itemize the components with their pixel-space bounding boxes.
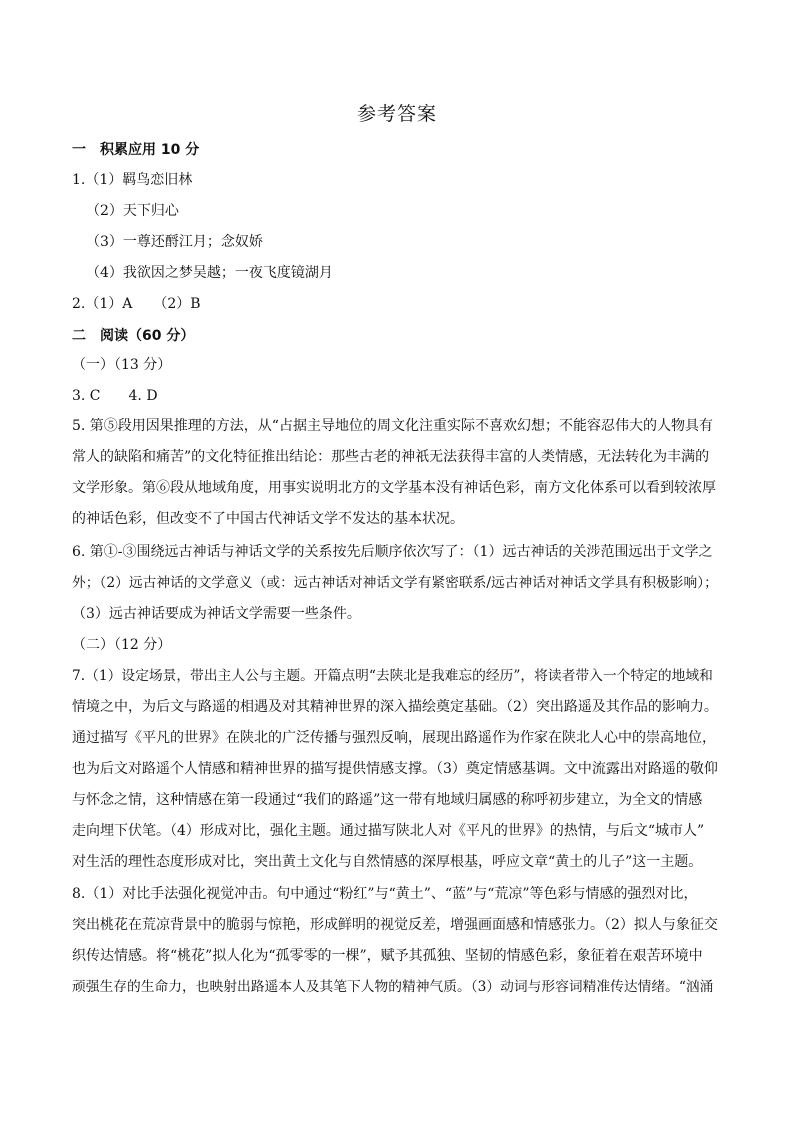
answer-paragraph-q7	[72, 661, 724, 878]
answer-line-q1-3: （3）一尊还酹江月；念奴娇	[86, 234, 263, 250]
paragraph-line: 文学形象。第⑥段从地域角度，用事实说明北方的文学基本没有神话色彩，南方文化体系可以看到较浓厚	[72, 480, 716, 496]
paragraph-line: 与怀念之情，这种情感在第一段通过“我们的路遥”这一带有地域归属感的称呼初步建立，为全文的情感	[72, 792, 703, 808]
answer-line-q1-1: 1.（1）羁鸟恋旧林	[72, 172, 193, 188]
page-title: 参考答案	[356, 103, 437, 125]
answer-paragraph-q8	[72, 879, 724, 1003]
answer-paragraph-q6	[72, 537, 724, 630]
answer-line-q1-2: （2）天下归心	[86, 203, 179, 219]
paragraph-line: 7.（1）设定场景，带出主人公与主题。开篇点明“去陕北是我难忘的经历”，将读者带入一个特定的地域和	[72, 668, 713, 684]
paragraph-line: （3）远古神话要成为神话文学需要一些条件。	[72, 606, 361, 622]
paragraph-line: 突出桃花在荒凉背景中的脆弱与惊艳，形成鲜明的视觉反差，增强画面感和情感张力。（2）拟人与象征交	[72, 917, 718, 933]
paragraph-line: 情境之中，为后文与路遥的相遇及对其精神世界的深入描绘奠定基础。（2）突出路遥及其作品的影响力。	[72, 699, 718, 715]
paragraph-line: 对生活的理性态度形成对比，突出黄土文化与自然情感的深厚根基，呼应文章“黄土的儿子”这一主题。	[72, 854, 703, 870]
answer-line-q1-4: （4）我欲因之梦吴越；一夜飞度镜湖月	[86, 265, 333, 281]
paragraph-line: 8.（1）对比手法强化视觉冲击。句中通过“粉红”与“黄土”、“蓝”与“荒凉”等色彩与情感的强烈对比，	[72, 886, 698, 902]
section-heading-accumulation: 一 积累应用 10 分	[72, 142, 200, 158]
part-heading-2: （二）（12 分）	[72, 637, 172, 653]
paragraph-line: 织传达情感。将“桃花”拟人化为“孤零零的一棵”，赋予其孤独、坚韧的情感色彩，象征着在艰苦环境中	[72, 948, 703, 964]
paragraph-line: 通过描写《平凡的世界》在陕北的广泛传播与强烈反响，展现出路遥作为作家在陕北人心中的崇高地位，	[72, 730, 716, 746]
paragraph-line: 顽强生存的生命力，也映射出路遥本人及其笔下人物的精神气质。（3）动词与形容词精准传达情绪。“汹涌	[72, 979, 714, 995]
paragraph-line: 5. 第⑤段用因果推理的方法，从“占据主导地位的周文化注重实际不喜欢幻想；不能容忍伟大的人物具有	[72, 418, 713, 434]
answer-line-q2: 2.（1）A （2）B	[72, 296, 201, 312]
paragraph-line: 外；（2）远古神话的文学意义（或：远古神话对神话文学有紧密联系/远古神话对神话文学具有积极影响）；	[72, 575, 718, 591]
paragraph-line: 的神话色彩，但改变不了中国古代神话文学不发达的基本状况。	[72, 511, 464, 527]
paragraph-line: 也为后文对路遥个人情感和精神世界的描写提供情感支撑。（3）奠定情感基调。文中流露出对路遥的敬仰	[72, 761, 718, 777]
answer-paragraph-q5	[72, 411, 724, 535]
part-heading-1: （一）（13 分）	[72, 357, 172, 373]
paragraph-line: 6. 第①-③围绕远古神话与神话文学的关系按先后顺序依次写了：（1）远古神话的关涉范围远出于文学之	[72, 544, 713, 560]
paragraph-line: 常人的缺陷和痛苦”的文化特征推出结论：那些古老的神祇无法获得丰富的人类情感，无法转化为丰满的	[72, 449, 710, 465]
answer-line-q3-4: 3. C 4. D	[72, 388, 158, 404]
section-heading-reading: 二 阅读（60 分）	[72, 328, 195, 344]
paragraph-line: 走向埋下伏笔。（4）形成对比，强化主题。通过描写陕北人对《平凡的世界》的热情，与后文“城市人”	[72, 823, 705, 839]
